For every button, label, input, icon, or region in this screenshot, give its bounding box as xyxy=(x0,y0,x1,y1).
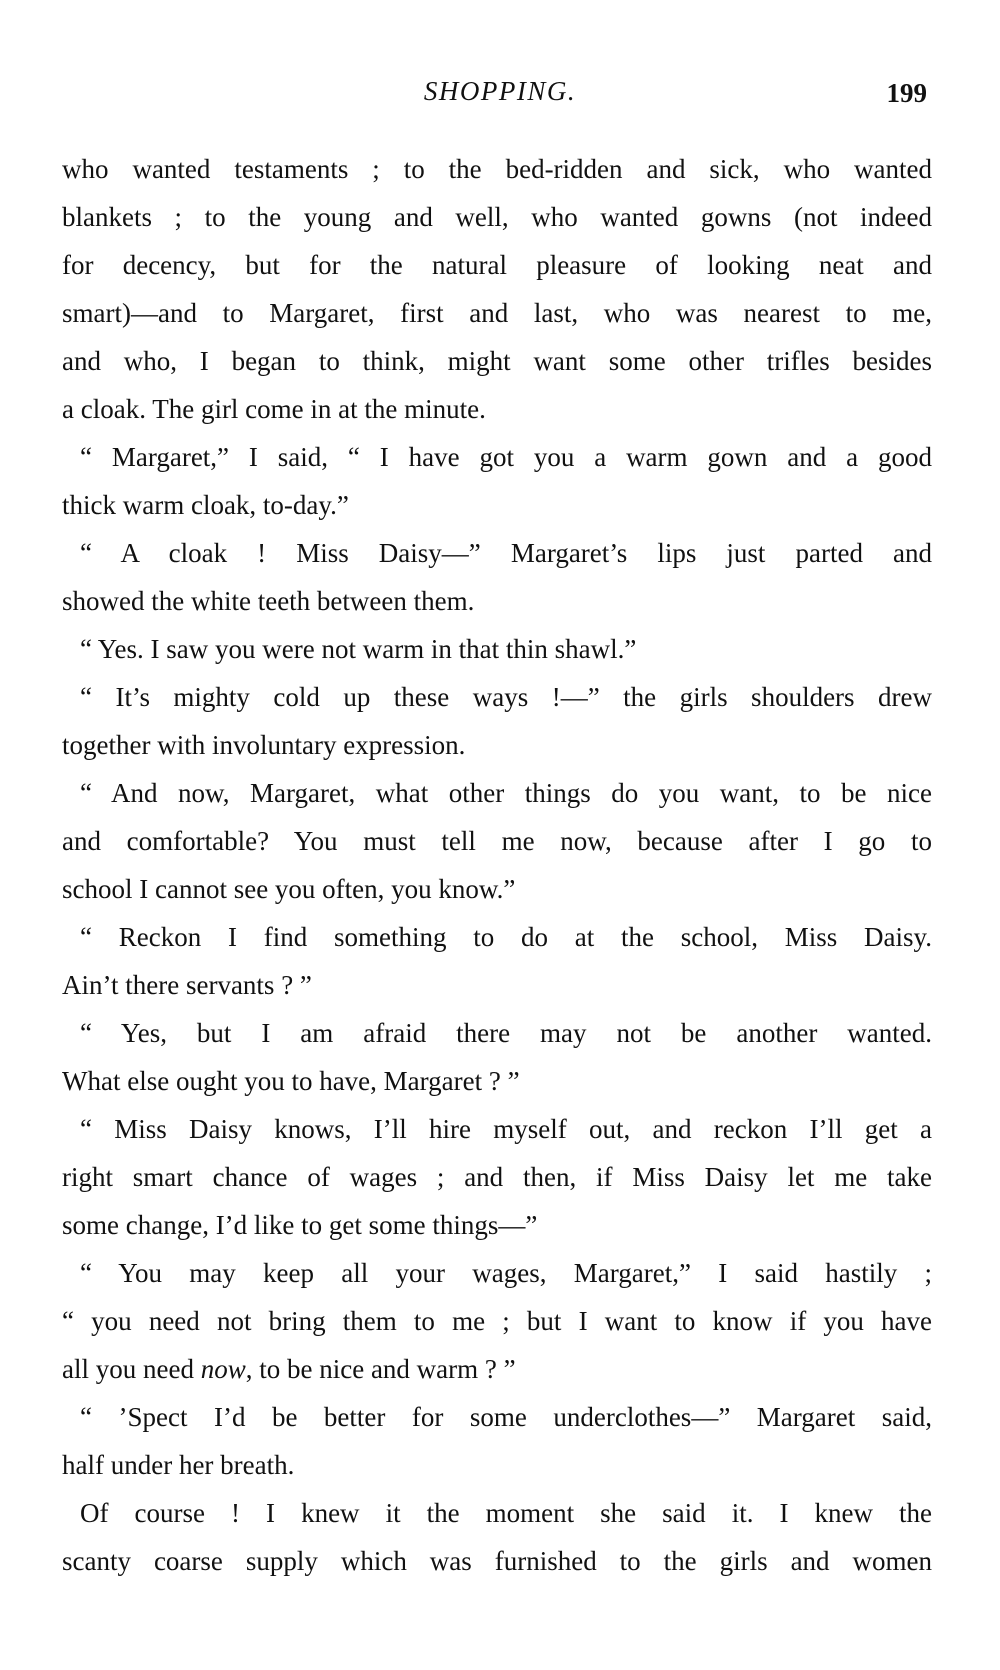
text-line: “ Miss Daisy knows, I’ll hire myself out, and reckon I’ll get a xyxy=(80,1114,932,1144)
text-line: Of course ! I knew it the moment she said it. I knew the xyxy=(80,1498,932,1528)
text-line: thick warm cloak, to-day.” xyxy=(62,490,349,520)
text-line: for decency, but for the natural pleasure of looking neat and xyxy=(62,250,932,280)
running-head xyxy=(0,76,1000,116)
text-line: all you need now, to be nice and warm ? ” xyxy=(62,1354,516,1384)
text-line: who wanted testaments ; to the bed-ridden and sick, who wanted xyxy=(62,154,932,184)
running-title: SHOPPING. xyxy=(423,76,577,106)
body-text xyxy=(62,145,932,1585)
text-line: “ It’s mighty cold up these ways !—” the girls shoulders drew xyxy=(80,682,932,712)
text-line: smart)—and to Margaret, first and last, who was nearest to me, xyxy=(62,298,932,328)
text-line: right smart chance of wages ; and then, if Miss Daisy let me take xyxy=(62,1162,932,1192)
text-line: “ Yes. I saw you were not warm in that thin shawl.” xyxy=(80,634,637,664)
text-line: “ ’Spect I’d be better for some underclothes—” Margaret said, xyxy=(80,1402,932,1432)
text-line: blankets ; to the young and well, who wanted gowns (not indeed xyxy=(62,202,932,232)
text-line: scanty coarse supply which was furnished to the girls and women xyxy=(62,1546,932,1576)
text-line: a cloak. The girl come in at the minute. xyxy=(62,394,486,424)
text-line: Ain’t there servants ? ” xyxy=(62,970,312,1000)
emphasis: now xyxy=(200,1354,246,1384)
text-line: showed the white teeth between them. xyxy=(62,586,475,616)
text-line: together with involuntary expression. xyxy=(62,730,466,760)
page-number: 199 xyxy=(886,78,927,108)
text-line: “ Yes, but I am afraid there may not be another wanted. xyxy=(80,1018,932,1048)
text-line: “ A cloak ! Miss Daisy—” Margaret’s lips just parted and xyxy=(80,538,932,568)
text-line: some change, I’d like to get some things—” xyxy=(62,1210,538,1240)
text-line: “ you need not bring them to me ; but I want to know if you have xyxy=(62,1306,932,1336)
text-line: school I cannot see you often, you know.” xyxy=(62,874,516,904)
text-line: and comfortable? You must tell me now, because after I go to xyxy=(62,826,932,856)
text-line: “ Reckon I find something to do at the school, Miss Daisy. xyxy=(80,922,932,952)
text-line: “ You may keep all your wages, Margaret,” I said hastily ; xyxy=(80,1258,932,1288)
text-line: “ And now, Margaret, what other things do you want, to be nice xyxy=(80,778,932,808)
text-line: What else ought you to have, Margaret ? ” xyxy=(62,1066,520,1096)
text-line: “ Margaret,” I said, “ I have got you a warm gown and a good xyxy=(80,442,932,472)
text-line: half under her breath. xyxy=(62,1450,295,1480)
text-line: and who, I began to think, might want some other trifles besides xyxy=(62,346,932,376)
